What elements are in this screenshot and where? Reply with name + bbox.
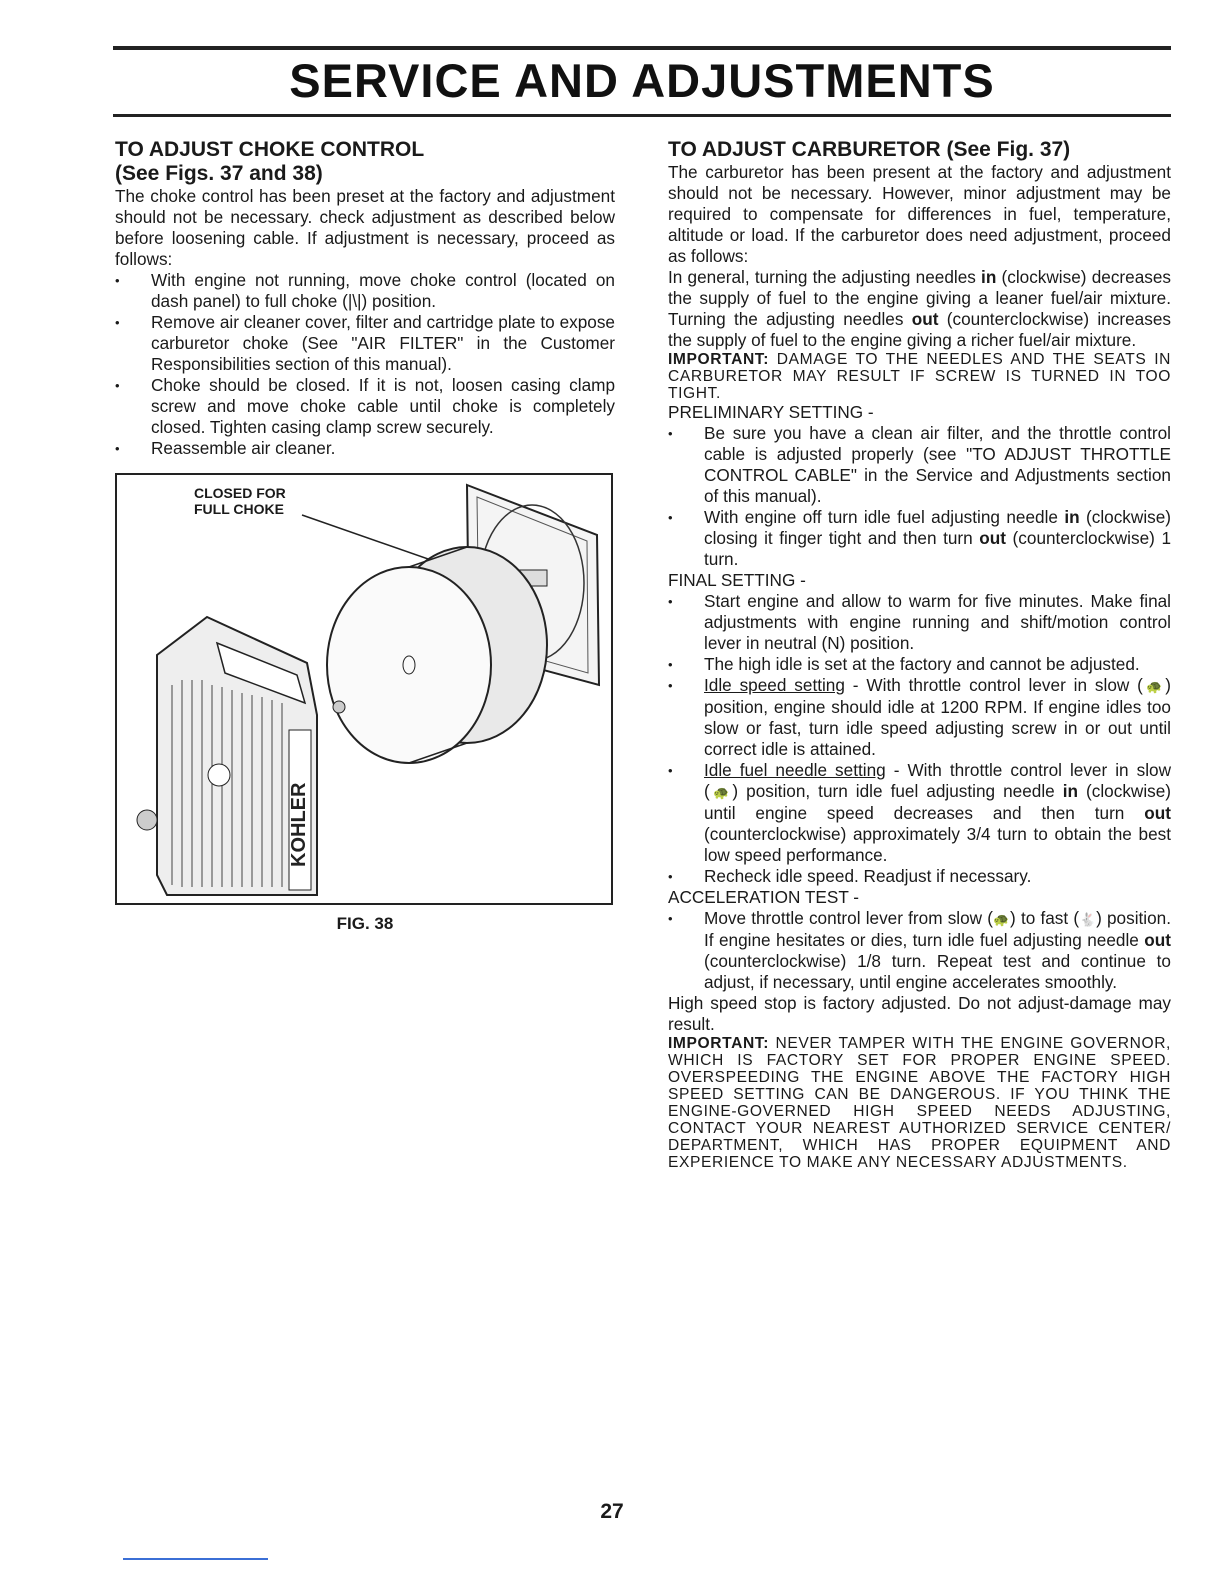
high-speed-note: High speed stop is factory adjusted. Do not adjust-damage may result.: [668, 993, 1171, 1034]
figure-caption: FIG. 38: [336, 914, 394, 933]
list-item: • Start engine and allow to warm for five minutes. Make final adjustments with engine running and shift/motion control lever in neutral (N) position.: [668, 591, 1171, 654]
title-rule: [113, 114, 1171, 117]
important-note-1: IMPORTANT: DAMAGE TO THE NEEDLES AND THE SEATS IN CARBURETOR MAY RESULT IF SCREW IS TURNED IN TOO TIGHT.: [668, 351, 1171, 402]
turtle-icon: 🐢: [1142, 679, 1166, 694]
list-item: • With engine not running, move choke control (located on dash panel) to full choke (|\|) position.: [115, 270, 615, 312]
carb-heading: TO ADJUST CARBURETOR (See Fig. 37): [668, 138, 1071, 161]
list-item: • Reassemble air cleaner.: [115, 438, 615, 459]
page-number: 27: [600, 1500, 624, 1523]
list-item: • Move throttle control lever from slow (🐢) to fast (🐇) position. If engine hesitates or dies, turn idle fuel adjusting needle out (counterclockwise) 1/8 turn. Repeat test and continue to adjust, if necessary, until engine accelerates smoothly.: [668, 908, 1171, 993]
list-item: • The high idle is set at the factory and cannot be adjusted.: [668, 654, 1171, 675]
acceleration-label: ACCELERATION TEST -: [668, 887, 860, 907]
important-note-2: IMPORTANT: NEVER TAMPER WITH THE ENGINE GOVERNOR, WHICH IS FACTORY SET FOR PROPER ENGINE SPEED. OVERSPEEDING THE ENGINE ABOVE THE FACTORY HIGH SPEED SETTING CAN BE DANGEROUS. IF YOU THINK THE ENGINE-GOVERNED HIGH SPEED NEEDS ADJUSTING, CONTACT YOUR NEAREST AUTHORIZED SERVICE CENTER/ DEPARTMENT, WHICH HAS PROPER EQUIPMENT AND EXPERIENCE TO MAKE ANY NECESSARY ADJUSTMENTS.: [668, 1035, 1171, 1171]
acceleration-steps: [668, 908, 1171, 993]
list-item: • Be sure you have a clean air filter, and the throttle control cable is adjusted properly (see "TO ADJUST THROTTLE CONTROL CABLE" in the Service and Adjustments section of this manual).: [668, 423, 1171, 507]
carb-intro: The carburetor has been present at the factory and adjustment should not be necessary. However, minor adjustment may be required to compensate for differences in fuel, temperature, altitude or load. If the carburetor does need adjustment, proceed as follows:: [668, 162, 1171, 266]
choke-heading: TO ADJUST CHOKE CONTROL: [115, 138, 425, 161]
brand-label: KOHLER: [288, 782, 310, 867]
carb-general: In general, turning the adjusting needles in (clockwise) decreases the supply of fuel to the engine giving a leaner fuel/air mixture. Turning the adjusting needles out (counterclockwise) increases the supply of fuel to the engine giving a richer fuel/air mixture.: [668, 267, 1171, 350]
page-title: SERVICE AND ADJUSTMENTS: [289, 54, 995, 107]
turtle-icon: 🐢: [709, 785, 733, 800]
choke-intro: The choke control has been preset at the factory and adjustment should not be necessary. check adjustment as described below before loosening cable. If adjustment is necessary, proceed as follows:: [115, 186, 615, 269]
figure-38: [115, 473, 613, 905]
callout-line-1: CLOSED FOR: [194, 485, 286, 501]
choke-section: [115, 138, 615, 934]
figure-callout: [194, 485, 286, 517]
air-cleaner-illustration: [117, 475, 611, 903]
list-item: • Choke should be closed. If it is not, loosen casing clamp screw and move choke cable until choke is completely closed. Tighten casing clamp screw securely.: [115, 375, 615, 438]
list-item: • With engine off turn idle fuel adjusting needle in (clockwise) closing it finger tight and then turn out (counterclockwise) 1 turn.: [668, 507, 1171, 570]
list-item: • Remove air cleaner cover, filter and cartridge plate to expose carburetor choke (See "AIR FILTER" in the Customer Responsibilities section of this manual).: [115, 312, 615, 375]
preliminary-steps: [668, 423, 1171, 570]
final-steps: [668, 591, 1171, 887]
footer-mark: [123, 1558, 268, 1560]
carburetor-section: [668, 138, 1171, 1171]
final-label: FINAL SETTING -: [668, 570, 806, 590]
callout-line-2: FULL CHOKE: [194, 501, 284, 517]
preliminary-label: PRELIMINARY SETTING -: [668, 402, 874, 422]
rabbit-icon: 🐇: [1079, 912, 1097, 927]
list-item: • Idle speed setting - With throttle control lever in slow (🐢) position, engine should idle at 1200 RPM. If engine idles too slow or fast, turn idle speed adjusting screw in or out until correct idle is attained.: [668, 675, 1171, 760]
choke-subheading: (See Figs. 37 and 38): [115, 162, 323, 185]
list-item: • Recheck idle speed. Readjust if necessary.: [668, 866, 1171, 887]
turtle-icon: 🐢: [993, 912, 1011, 927]
list-item: • Idle fuel needle setting - With throttle control lever in slow (🐢) position, turn idle fuel adjusting needle in (clockwise) until engine speed decreases and then turn out (counterclockwise) approximately 3/4 turn to obtain the best low speed performance.: [668, 760, 1171, 866]
choke-steps: [115, 270, 615, 459]
